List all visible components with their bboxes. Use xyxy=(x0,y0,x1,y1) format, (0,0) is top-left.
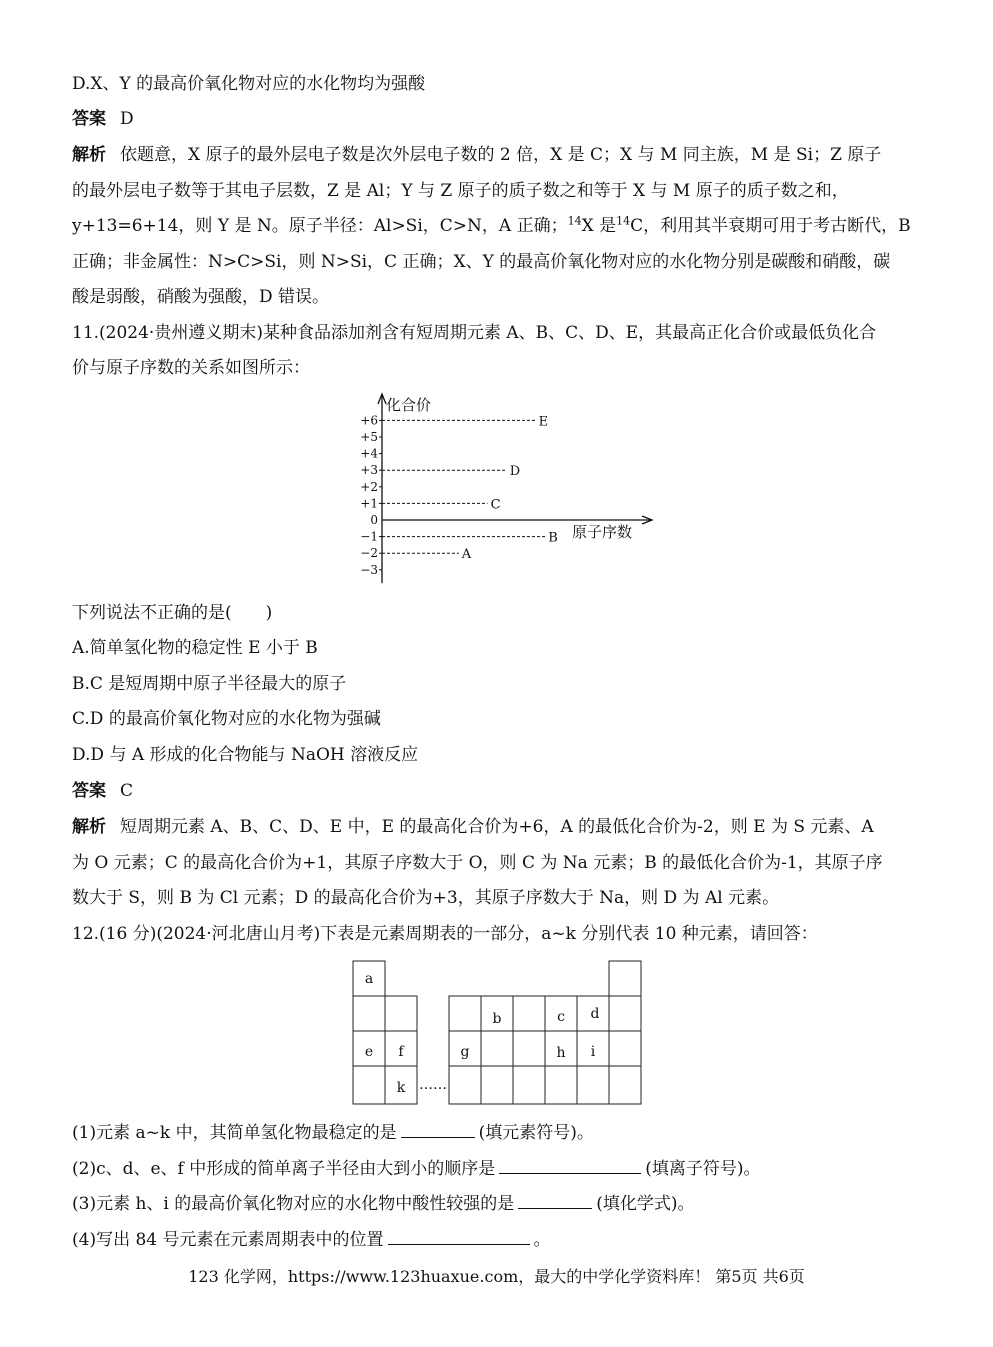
q12-sub-1: (1)元素 a~k 中，其简单氢化物最稳定的是 (填元素符号)。 xyxy=(72,1123,594,1143)
analysis-label: 解析 xyxy=(72,145,106,165)
q10-analysis-line-5: 酸是弱酸，硝酸为强酸，D 错误。 xyxy=(72,287,330,307)
table-cell xyxy=(353,996,385,1031)
element-i: i xyxy=(590,1044,596,1060)
periodic-table-fragment xyxy=(352,960,644,1108)
table-cell xyxy=(609,996,641,1031)
q12-sub-2: (2)c、d、e、f 中形成的简单离子半径由大到小的顺序是 (填离子符号)。 xyxy=(72,1159,761,1179)
element-h: h xyxy=(556,1045,566,1061)
analysis-text: 短周期元素 A、B、C、D、E 中，E 的最高化合价为+6，A 的最低化合价为-2，则 E 为 S 元素、A xyxy=(120,817,874,837)
q11-option-d: D.D 与 A 形成的化合物能与 NaOH 溶液反应 xyxy=(72,745,419,765)
table-cell xyxy=(545,1066,577,1104)
page-footer: 123 化学网，https://www.123huaxue.com，最大的中学化学资料库！ 第5页 共6页 xyxy=(188,1267,805,1286)
q11-option-a: A.简单氢化物的稳定性 E 小于 B xyxy=(72,638,318,658)
element-k: k xyxy=(396,1080,406,1096)
q10-analysis-line-1 xyxy=(72,145,881,165)
y-tick-label: +3 xyxy=(360,463,378,478)
ellipsis: …… xyxy=(419,1077,447,1093)
y-tick-label: −2 xyxy=(360,546,378,561)
analysis-label: 解析 xyxy=(72,817,106,837)
table-cell xyxy=(577,1066,609,1104)
q11-analysis-line-1 xyxy=(72,817,874,837)
y-tick-label: +6 xyxy=(360,413,378,428)
element-g: g xyxy=(460,1044,470,1060)
point-label-B: B xyxy=(548,530,558,546)
table-cell xyxy=(449,996,481,1031)
table-cell xyxy=(513,996,545,1031)
table-cell xyxy=(609,1031,641,1066)
table-cell xyxy=(513,1031,545,1066)
answer-value: D xyxy=(120,109,134,129)
q10-analysis-line-3: y+13=6+14，则 Y 是 N。原子半径：Al>Si，C>N，A 正确；$^{14}$X 是$^{14}$C，利用其半衰期可用于考古断代，B xyxy=(72,214,911,236)
q11-option-c: C.D 的最高价氧化物对应的水化物为强碱 xyxy=(72,709,381,729)
table-cell xyxy=(481,1066,513,1104)
answer-blank[interactable] xyxy=(499,1157,641,1174)
q11-option-b: B.C 是短周期中原子半径最大的原子 xyxy=(72,674,347,694)
point-label-E: E xyxy=(538,414,549,430)
element-f: f xyxy=(398,1044,404,1060)
y-tick-label: +5 xyxy=(360,430,378,444)
point-label-A: A xyxy=(461,547,472,563)
y-tick-label: +1 xyxy=(360,496,378,511)
table-cell xyxy=(385,996,417,1031)
y-tick-label: 0 xyxy=(370,513,378,527)
table-cell xyxy=(609,1066,641,1104)
table-cell xyxy=(353,1066,385,1104)
element-c: c xyxy=(557,1009,565,1025)
answer-value: C xyxy=(120,781,134,801)
y-axis-label: 化合价 xyxy=(386,396,432,414)
q10-analysis-line-4: 正确；非金属性：N>C>Si，则 N>Si，C 正确；X、Y 的最高价氧化物对应的水化物分别是碳酸和硝酸，碳 xyxy=(72,252,891,272)
y-tick-label: −1 xyxy=(360,529,378,544)
y-tick-label: −3 xyxy=(360,562,378,577)
isotope-mass: 14 xyxy=(616,214,631,228)
q11-answer-row xyxy=(72,781,133,801)
q11-analysis-line-3: 数大于 S，则 B 为 Cl 元素；D 的最高化合价为+3，其原子序数大于 Na，则 D 为 Al 元素。 xyxy=(72,888,780,908)
q11-stem-line-1: 11.(2024·贵州遵义期末)某种食品添加剂含有短周期元素 A、B、C、D、E，其最高正化合价或最低负化合 xyxy=(72,323,877,343)
point-label-C: C xyxy=(490,497,501,513)
q10-answer-row xyxy=(72,109,134,129)
element-d: d xyxy=(590,1006,600,1022)
q12-stem: 12.(16 分)(2024·河北唐山月考)下表是元素周期表的一部分，a~k 分别代表 10 种元素，请回答： xyxy=(72,924,818,944)
valence-chart xyxy=(352,392,672,592)
q11-stem-line-2: 价与原子序数的关系如图所示： xyxy=(72,358,310,378)
table-cell xyxy=(513,1066,545,1104)
q11-analysis-line-2: 为 O 元素；C 的最高化合价为+1，其原子序数大于 O，则 C 为 Na 元素；B 的最低化合价为-1，其原子序 xyxy=(72,853,883,873)
q12-sub-4: (4)写出 84 号元素在元素周期表中的位置 。 xyxy=(72,1230,551,1250)
element-b: b xyxy=(492,1011,502,1027)
q10-analysis-line-2: 的最外层电子数等于其电子层数，Z 是 Al；Y 与 Z 原子的质子数之和等于 X 与 M 原子的质子数之和， xyxy=(72,181,849,201)
y-tick-label: +4 xyxy=(360,446,378,461)
x-axis-label: 原子序数 xyxy=(572,523,633,541)
element-a: a xyxy=(364,971,374,987)
y-tick-label: +2 xyxy=(360,479,378,494)
answer-blank[interactable] xyxy=(388,1228,530,1245)
answer-blank[interactable] xyxy=(518,1192,592,1209)
analysis-text: 依题意，X 原子的最外层电子数是次外层电子数的 2 倍，X 是 C；X 与 M 同主族，M 是 Si；Z 原子 xyxy=(120,145,882,165)
table-cell xyxy=(449,1066,481,1104)
q10-option-d: D.X、Y 的最高价氧化物对应的水化物均为强酸 xyxy=(72,74,426,94)
q12-sub-3: (3)元素 h、i 的最高价氧化物对应的水化物中酸性较强的是 (填化学式)。 xyxy=(72,1194,695,1214)
answer-label: 答案 xyxy=(72,781,106,801)
isotope-mass: 14 xyxy=(567,214,582,228)
element-e: e xyxy=(364,1044,374,1060)
point-label-D: D xyxy=(509,464,521,480)
answer-blank[interactable] xyxy=(401,1121,475,1138)
table-cell xyxy=(609,961,641,996)
answer-label: 答案 xyxy=(72,109,106,129)
q11-question: 下列说法不正确的是( ) xyxy=(72,603,273,623)
table-cell xyxy=(481,1031,513,1066)
